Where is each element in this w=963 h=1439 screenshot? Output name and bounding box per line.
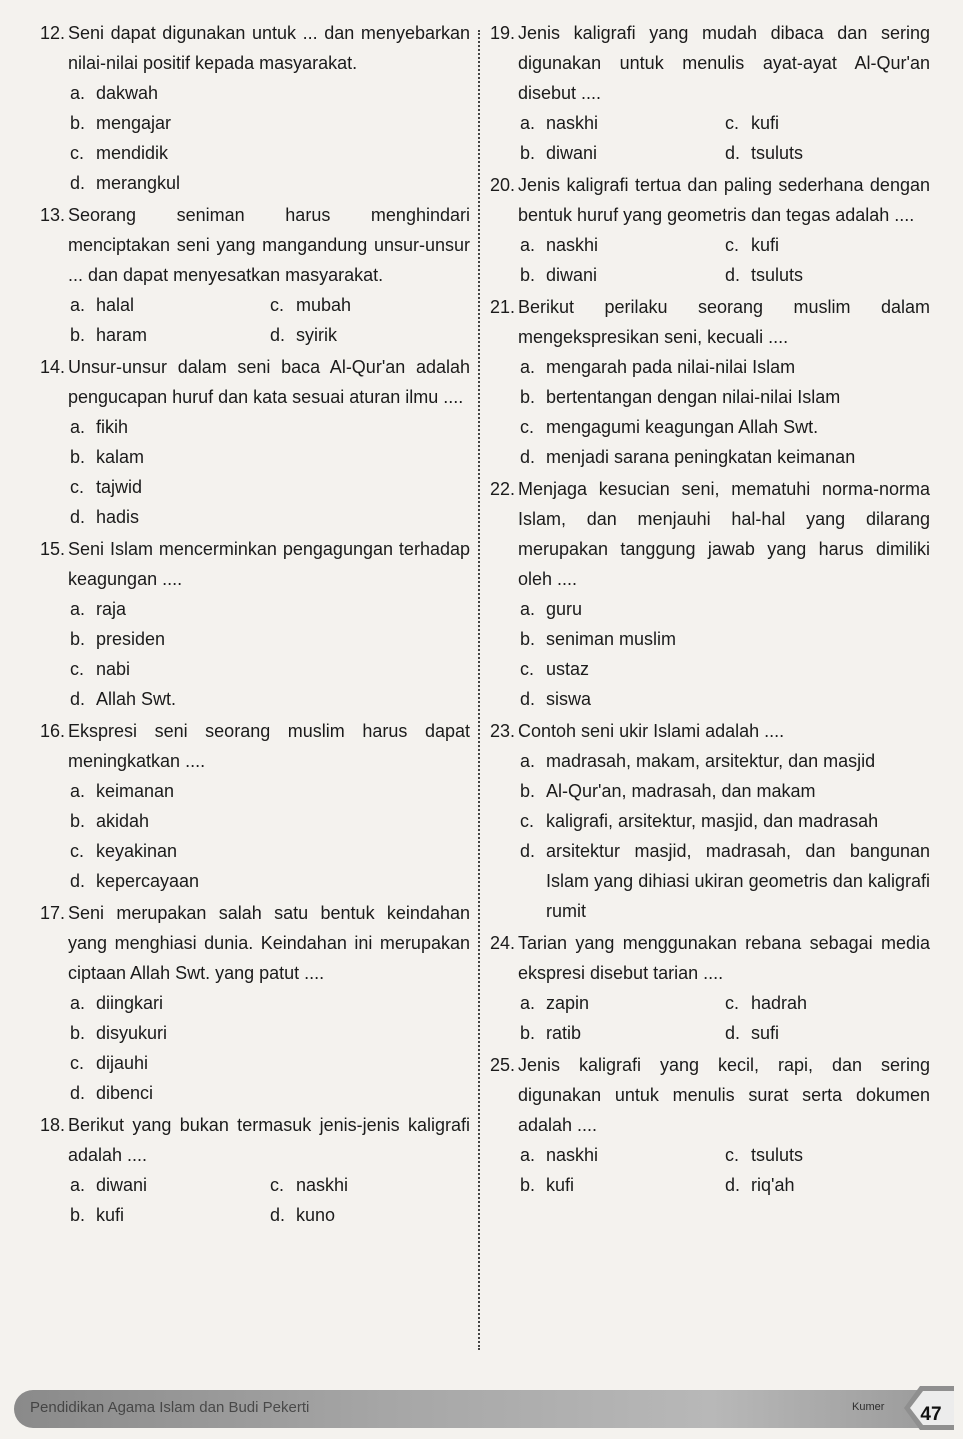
answer-option [70, 168, 470, 198]
question-item [40, 898, 470, 1108]
answer-option [520, 138, 725, 168]
option-letter: b. [70, 447, 86, 467]
option-letter: b. [70, 1023, 86, 1043]
option-text: nabi [96, 659, 131, 679]
option-text: halal [96, 295, 135, 315]
answer-option [70, 836, 470, 866]
answer-option [70, 776, 470, 806]
answer-option [520, 988, 725, 1018]
question-stem [490, 18, 930, 108]
option-letter: c. [70, 143, 85, 163]
answer-option [520, 352, 930, 382]
question-number: 13. [40, 205, 66, 225]
option-list [40, 776, 470, 896]
answer-option [70, 1048, 470, 1078]
option-letter: d. [520, 447, 536, 467]
answer-option [70, 290, 270, 320]
page-number: 47 [920, 1404, 942, 1425]
option-text: mengagumi keagungan Allah Swt. [546, 417, 819, 437]
option-text: syirik [296, 325, 337, 345]
option-text: dijauhi [96, 1053, 149, 1073]
option-letter: d. [520, 841, 536, 861]
option-letter: c. [520, 417, 535, 437]
option-letter: b. [70, 629, 86, 649]
answer-option [70, 988, 470, 1018]
option-text: raja [96, 599, 127, 619]
option-list [490, 1140, 930, 1200]
option-text: hadis [96, 507, 140, 527]
option-text: akidah [96, 811, 150, 831]
option-text: tajwid [96, 477, 143, 497]
option-letter: b. [520, 781, 536, 801]
answer-option [520, 624, 930, 654]
option-letter: c. [725, 1145, 740, 1165]
question-number: 17. [40, 903, 66, 923]
question-item [40, 200, 470, 350]
question-text: Tarian yang menggunakan rebana sebagai media ekspresi disebut tarian .... [518, 933, 930, 983]
column-divider [478, 30, 480, 1350]
answer-option [520, 746, 930, 776]
option-text: siswa [546, 689, 592, 709]
answer-option [70, 806, 470, 836]
option-text: dakwah [96, 83, 159, 103]
option-text: haram [96, 325, 148, 345]
option-text: diwani [96, 1175, 148, 1195]
option-text: mengajar [96, 113, 172, 133]
answer-option [70, 412, 470, 442]
answer-option [725, 1170, 930, 1200]
option-letter: c. [70, 1053, 85, 1073]
answer-option [70, 1170, 270, 1200]
question-text: Berikut yang bukan termasuk jenis-jenis kaligrafi adalah .... [68, 1115, 470, 1165]
option-text: ratib [546, 1023, 582, 1043]
question-stem [490, 716, 930, 746]
option-letter: c. [270, 295, 285, 315]
option-text: naskhi [296, 1175, 349, 1195]
option-text: mengarah pada nilai-nilai Islam [546, 357, 796, 377]
option-text: kalam [96, 447, 145, 467]
option-letter: d. [725, 143, 741, 163]
question-item [490, 292, 930, 472]
left-column [40, 18, 470, 1232]
option-letter: a. [520, 993, 536, 1013]
option-text: disyukuri [96, 1023, 168, 1043]
option-text: mubah [296, 295, 352, 315]
question-number: 12. [40, 23, 66, 43]
answer-option [70, 1078, 470, 1108]
answer-option [520, 230, 725, 260]
answer-option [270, 1170, 470, 1200]
question-number: 23. [490, 721, 516, 741]
answer-option [70, 866, 470, 896]
question-item [490, 1050, 930, 1200]
answer-option [520, 412, 930, 442]
option-letter: d. [70, 689, 86, 709]
question-text: Jenis kaligrafi yang mudah dibaca dan sering digunakan untuk menulis ayat-ayat Al-Qur'an disebut .... [518, 23, 930, 103]
option-text: naskhi [546, 235, 599, 255]
option-text: menjadi sarana peningkatan keimanan [546, 447, 856, 467]
question-number: 18. [40, 1115, 66, 1135]
option-text: hadrah [751, 993, 808, 1013]
option-letter: b. [70, 811, 86, 831]
option-letter: b. [70, 1205, 86, 1225]
answer-option [520, 260, 725, 290]
question-item [490, 928, 930, 1048]
option-letter: d. [270, 325, 286, 345]
option-list [40, 290, 470, 350]
option-text: arsitektur masjid, madrasah, dan bangunan Islam yang dihiasi ukiran geometris dan kaligrafi rumit [546, 841, 930, 921]
option-text: Al-Qur'an, madrasah, dan makam [546, 781, 816, 801]
option-text: fikih [96, 417, 129, 437]
answer-option [70, 624, 470, 654]
option-letter: a. [520, 113, 536, 133]
question-stem [40, 716, 470, 776]
option-text: merangkul [96, 173, 181, 193]
answer-option [520, 108, 725, 138]
answer-option [725, 1018, 930, 1048]
option-letter: b. [520, 1023, 536, 1043]
question-number: 25. [490, 1055, 516, 1075]
option-letter: a. [70, 417, 86, 437]
question-text: Seorang seniman harus menghindari menciptakan seni yang mangandung unsur-unsur ... dan dapat menyesatkan masyarakat. [68, 205, 470, 285]
option-text: diingkari [96, 993, 164, 1013]
question-number: 22. [490, 479, 516, 499]
answer-option [70, 684, 470, 714]
option-letter: a. [70, 781, 86, 801]
question-text: Seni dapat digunakan untuk ... dan menyebarkan nilai-nilai positif kepada masyarakat. [68, 23, 470, 73]
answer-option [70, 320, 270, 350]
option-text: kufi [96, 1205, 125, 1225]
question-item [490, 716, 930, 926]
option-text: kufi [546, 1175, 575, 1195]
question-stem [490, 474, 930, 594]
class-label: Kumer [852, 1401, 885, 1413]
option-letter: d. [520, 689, 536, 709]
answer-option [725, 138, 930, 168]
option-text: diwani [546, 265, 598, 285]
option-text: kepercayaan [96, 871, 200, 891]
answer-option [520, 382, 930, 412]
question-stem [40, 534, 470, 594]
question-stem [490, 170, 930, 230]
question-number: 19. [490, 23, 516, 43]
option-letter: d. [725, 265, 741, 285]
option-text: tsuluts [751, 265, 804, 285]
option-text: bertentangan dengan nilai-nilai Islam [546, 387, 841, 407]
option-list [40, 78, 470, 198]
option-list [490, 230, 930, 290]
option-letter: d. [70, 1083, 86, 1103]
question-item [490, 18, 930, 168]
option-list [40, 594, 470, 714]
answer-option [725, 108, 930, 138]
option-letter: a. [70, 83, 86, 103]
question-text: Menjaga kesucian seni, mematuhi norma-norma Islam, dan menjauhi hal-hal yang dilarang merupakan tanggung jawab yang harus dimiliki oleh .... [518, 479, 930, 589]
option-text: diwani [546, 143, 598, 163]
option-list [490, 746, 930, 926]
option-text: guru [546, 599, 583, 619]
question-stem [40, 352, 470, 412]
option-text: naskhi [546, 1145, 599, 1165]
option-letter: a. [70, 1175, 86, 1195]
option-letter: b. [520, 629, 536, 649]
answer-option [70, 442, 470, 472]
option-text: presiden [96, 629, 166, 649]
option-text: kaligrafi, arsitektur, masjid, dan madrasah [546, 811, 879, 831]
question-number: 24. [490, 933, 516, 953]
answer-option [520, 1170, 725, 1200]
answer-option [520, 654, 930, 684]
book-title: Pendidikan Agama Islam dan Budi Pekerti [30, 1399, 310, 1416]
option-letter: c. [270, 1175, 285, 1195]
option-letter: c. [520, 811, 535, 831]
question-stem [40, 200, 470, 290]
option-letter: a. [520, 751, 536, 771]
question-text: Jenis kaligrafi tertua dan paling sederhana dengan bentuk huruf yang geometris dan tegas adalah .... [518, 175, 930, 225]
question-text: Seni Islam mencerminkan pengagungan terhadap keagungan .... [68, 539, 470, 589]
question-number: 21. [490, 297, 516, 317]
question-item [490, 474, 930, 714]
option-letter: d. [70, 871, 86, 891]
option-letter: d. [270, 1205, 286, 1225]
answer-option [520, 776, 930, 806]
option-list [490, 594, 930, 714]
option-letter: b. [520, 387, 536, 407]
question-stem [490, 1050, 930, 1140]
option-text: keyakinan [96, 841, 178, 861]
question-text: Jenis kaligrafi yang kecil, rapi, dan sering digunakan untuk menulis surat serta dokumen adalah .... [518, 1055, 930, 1135]
option-letter: c. [70, 477, 85, 497]
answer-option [520, 684, 930, 714]
question-item [490, 170, 930, 290]
option-text: keimanan [96, 781, 175, 801]
question-number: 20. [490, 175, 516, 195]
option-letter: d. [725, 1023, 741, 1043]
option-text: seniman muslim [546, 629, 677, 649]
question-stem [40, 898, 470, 988]
option-text: mendidik [96, 143, 169, 163]
option-letter: a. [520, 357, 536, 377]
option-text: kufi [751, 113, 780, 133]
question-number: 14. [40, 357, 66, 377]
option-letter: b. [520, 143, 536, 163]
option-letter: d. [725, 1175, 741, 1195]
option-list [490, 988, 930, 1048]
question-stem [490, 928, 930, 988]
question-number: 15. [40, 539, 66, 559]
option-letter: b. [520, 1175, 536, 1195]
option-letter: a. [520, 599, 536, 619]
option-text: Allah Swt. [96, 689, 177, 709]
answer-option [520, 442, 930, 472]
answer-option [520, 1018, 725, 1048]
question-stem [40, 1110, 470, 1170]
option-text: riq'ah [751, 1175, 795, 1195]
answer-option [725, 988, 930, 1018]
question-item [40, 534, 470, 714]
right-column [490, 18, 930, 1202]
option-letter: c. [725, 235, 740, 255]
option-letter: b. [70, 325, 86, 345]
option-text: dibenci [96, 1083, 154, 1103]
question-item [40, 716, 470, 896]
question-text: Seni merupakan salah satu bentuk keindahan yang menghiasi dunia. Keindahan ini merupakan ciptaan Allah Swt. yang patut .... [68, 903, 470, 983]
option-letter: c. [70, 659, 85, 679]
option-letter: d. [70, 173, 86, 193]
option-list [40, 1170, 470, 1230]
answer-option [270, 290, 470, 320]
question-stem [40, 18, 470, 78]
question-number: 16. [40, 721, 66, 741]
option-text: tsuluts [751, 1145, 804, 1165]
answer-option [520, 836, 930, 926]
option-text: tsuluts [751, 143, 804, 163]
option-text: zapin [546, 993, 590, 1013]
answer-option [270, 320, 470, 350]
answer-option [725, 230, 930, 260]
option-text: madrasah, makam, arsitektur, dan masjid [546, 751, 876, 771]
option-list [40, 988, 470, 1108]
answer-option [520, 594, 930, 624]
answer-option [70, 472, 470, 502]
option-text: ustaz [546, 659, 590, 679]
question-text: Contoh seni ukir Islami adalah .... [518, 721, 785, 741]
answer-option [70, 1018, 470, 1048]
question-text: Unsur-unsur dalam seni baca Al-Qur'an adalah pengucapan huruf dan kata sesuai aturan ilmu .... [68, 357, 470, 407]
footer-bar [14, 1390, 944, 1428]
answer-option [725, 1140, 930, 1170]
option-letter: a. [70, 295, 86, 315]
answer-option [70, 502, 470, 532]
option-text: naskhi [546, 113, 599, 133]
question-stem [490, 292, 930, 352]
option-letter: c. [725, 993, 740, 1013]
answer-option [70, 78, 470, 108]
option-list [490, 108, 930, 168]
answer-option [70, 138, 470, 168]
question-text: Berikut perilaku seorang muslim dalam mengekspresikan seni, kecuali .... [518, 297, 930, 347]
answer-option [70, 108, 470, 138]
answer-option [725, 260, 930, 290]
option-letter: b. [520, 265, 536, 285]
answer-option [520, 806, 930, 836]
option-letter: d. [70, 507, 86, 527]
option-letter: a. [520, 1145, 536, 1165]
answer-option [70, 1200, 270, 1230]
question-text: Ekspresi seni seorang muslim harus dapat meningkatkan .... [68, 721, 470, 771]
option-letter: a. [70, 993, 86, 1013]
option-letter: b. [70, 113, 86, 133]
answer-option [270, 1200, 470, 1230]
answer-option [70, 654, 470, 684]
option-text: kufi [751, 235, 780, 255]
option-letter: a. [70, 599, 86, 619]
answer-option [520, 1140, 725, 1170]
answer-option [70, 594, 470, 624]
option-text: sufi [751, 1023, 780, 1043]
option-text: kuno [296, 1205, 336, 1225]
question-item [40, 1110, 470, 1230]
option-letter: c. [520, 659, 535, 679]
question-item [40, 352, 470, 532]
option-letter: c. [725, 113, 740, 133]
option-letter: a. [520, 235, 536, 255]
question-item [40, 18, 470, 198]
option-letter: c. [70, 841, 85, 861]
option-list [40, 412, 470, 532]
option-list [490, 352, 930, 472]
